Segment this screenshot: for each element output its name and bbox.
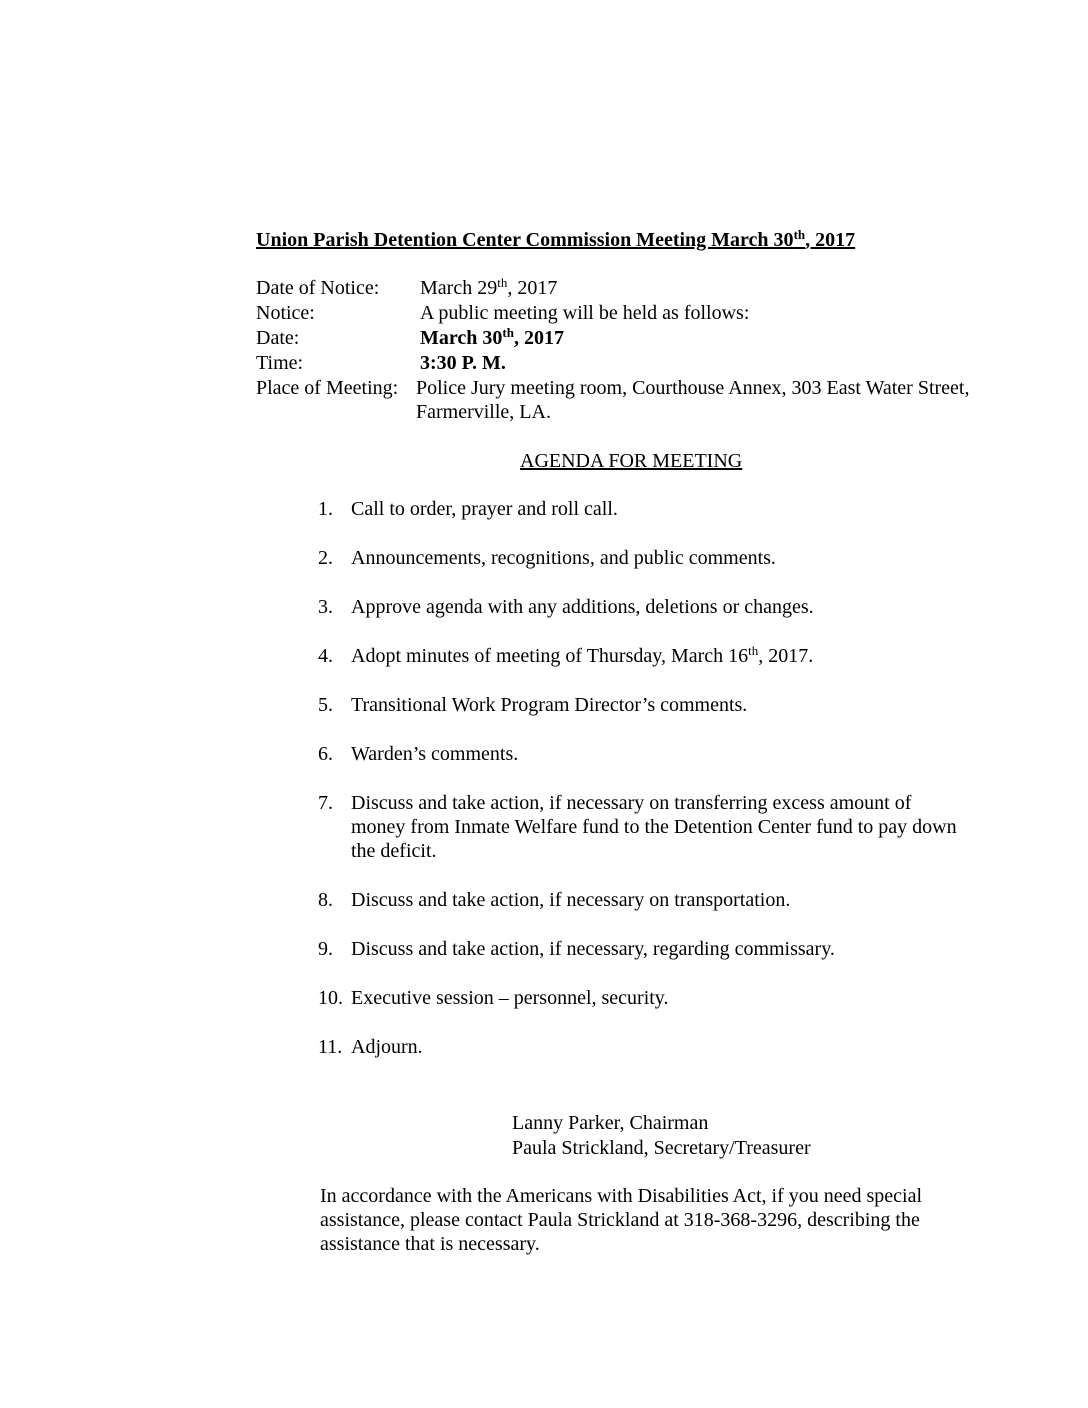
- date-row: [256, 326, 1016, 351]
- place-value: Police Jury meeting room, Courthouse Annex, 303 East Water Street, Farmerville, LA.: [416, 377, 970, 423]
- agenda-item-text-suffix: th: [748, 643, 759, 658]
- time-label: Time:: [256, 352, 304, 374]
- agenda-item-text: Announcements, recognitions, and public comments.: [351, 547, 776, 569]
- agenda-item-number: 9.: [318, 938, 333, 960]
- date-label: Date:: [256, 327, 300, 349]
- date-year: , 2017: [513, 327, 564, 349]
- chairman-line: Lanny Parker, Chairman: [512, 1112, 709, 1134]
- time-value: 3:30 P. M.: [420, 352, 506, 374]
- place-row: [256, 376, 1016, 426]
- agenda-item-number: 7.: [318, 792, 333, 814]
- agenda-item-number: 10.: [318, 987, 343, 1009]
- agenda-item-number: 6.: [318, 743, 333, 765]
- notice-row: [256, 301, 1016, 326]
- agenda-item: [318, 742, 978, 766]
- agenda-item-number: 4.: [318, 645, 333, 667]
- agenda-item: [318, 644, 978, 668]
- date-of-notice-suffix: th: [497, 275, 508, 290]
- signature-block: [512, 1111, 811, 1161]
- agenda-item-text: Executive session – personnel, security.: [351, 987, 669, 1009]
- date-of-notice-value: [420, 276, 557, 301]
- place-label: Place of Meeting:: [256, 377, 399, 399]
- agenda-item: [318, 595, 978, 619]
- notice-value: A public meeting will be held as follows:: [420, 302, 750, 324]
- title-text: Union Parish Detention Center Commission Meeting March 30: [256, 229, 794, 251]
- agenda-item-text: [351, 644, 961, 668]
- date-month-day: March 30: [420, 327, 503, 349]
- agenda-item: [318, 791, 978, 863]
- agenda-list: [318, 497, 978, 1084]
- agenda-item: [318, 888, 978, 912]
- title-year: , 2017: [805, 229, 856, 251]
- agenda-item-text-main: Adopt minutes of meeting of Thursday, March 16: [351, 645, 749, 667]
- agenda-item-text-year: , 2017.: [758, 645, 814, 667]
- date-of-notice-month-day: March 29: [420, 277, 498, 299]
- time-row: [256, 351, 1016, 376]
- secretary-line: Paula Strickland, Secretary/Treasurer: [512, 1137, 811, 1159]
- meeting-info: [256, 276, 1016, 426]
- agenda-item-number: 8.: [318, 889, 333, 911]
- agenda-item-text: Discuss and take action, if necessary on transferring excess amount of money from Inmate Welfare fund to the Detention Center fund to pay down the deficit.: [351, 792, 957, 862]
- date-of-notice-year: , 2017: [507, 277, 558, 299]
- notice-label: Notice:: [256, 302, 315, 324]
- agenda-item-text: Call to order, prayer and roll call.: [351, 498, 618, 520]
- title-ordinal-suffix: th: [793, 227, 806, 242]
- agenda-item: [318, 546, 978, 570]
- agenda-item-text: Discuss and take action, if necessary on transportation.: [351, 889, 791, 911]
- agenda-item: [318, 497, 978, 521]
- agenda-item-text: Transitional Work Program Director’s comments.: [351, 694, 748, 716]
- agenda-item-number: 1.: [318, 498, 333, 520]
- agenda-item: [318, 1035, 978, 1059]
- agenda-item-number: 2.: [318, 547, 333, 569]
- ada-notice: In accordance with the Americans with Disabilities Act, if you need special assistance, please contact Paula Strickland at 318-368-3296, describing the assistance that is necessary.: [320, 1185, 923, 1255]
- agenda-item-number: 11.: [318, 1036, 343, 1058]
- date-value: [420, 326, 564, 351]
- date-of-notice-label: Date of Notice:: [256, 277, 380, 299]
- agenda-item: [318, 986, 978, 1010]
- agenda-item-text: Adjourn.: [351, 1036, 423, 1058]
- date-suffix: th: [502, 325, 514, 340]
- date-of-notice-row: [256, 276, 1016, 301]
- agenda-item: [318, 937, 978, 961]
- agenda-item-text: Discuss and take action, if necessary, regarding commissary.: [351, 938, 835, 960]
- agenda-heading: AGENDA FOR MEETING: [520, 450, 743, 472]
- agenda-item-text: Approve agenda with any additions, deletions or changes.: [351, 596, 814, 618]
- agenda-item-number: 3.: [318, 596, 333, 618]
- agenda-item-text: Warden’s comments.: [351, 743, 519, 765]
- document-title: [256, 228, 855, 252]
- agenda-item-number: 5.: [318, 694, 333, 716]
- agenda-item: [318, 693, 978, 717]
